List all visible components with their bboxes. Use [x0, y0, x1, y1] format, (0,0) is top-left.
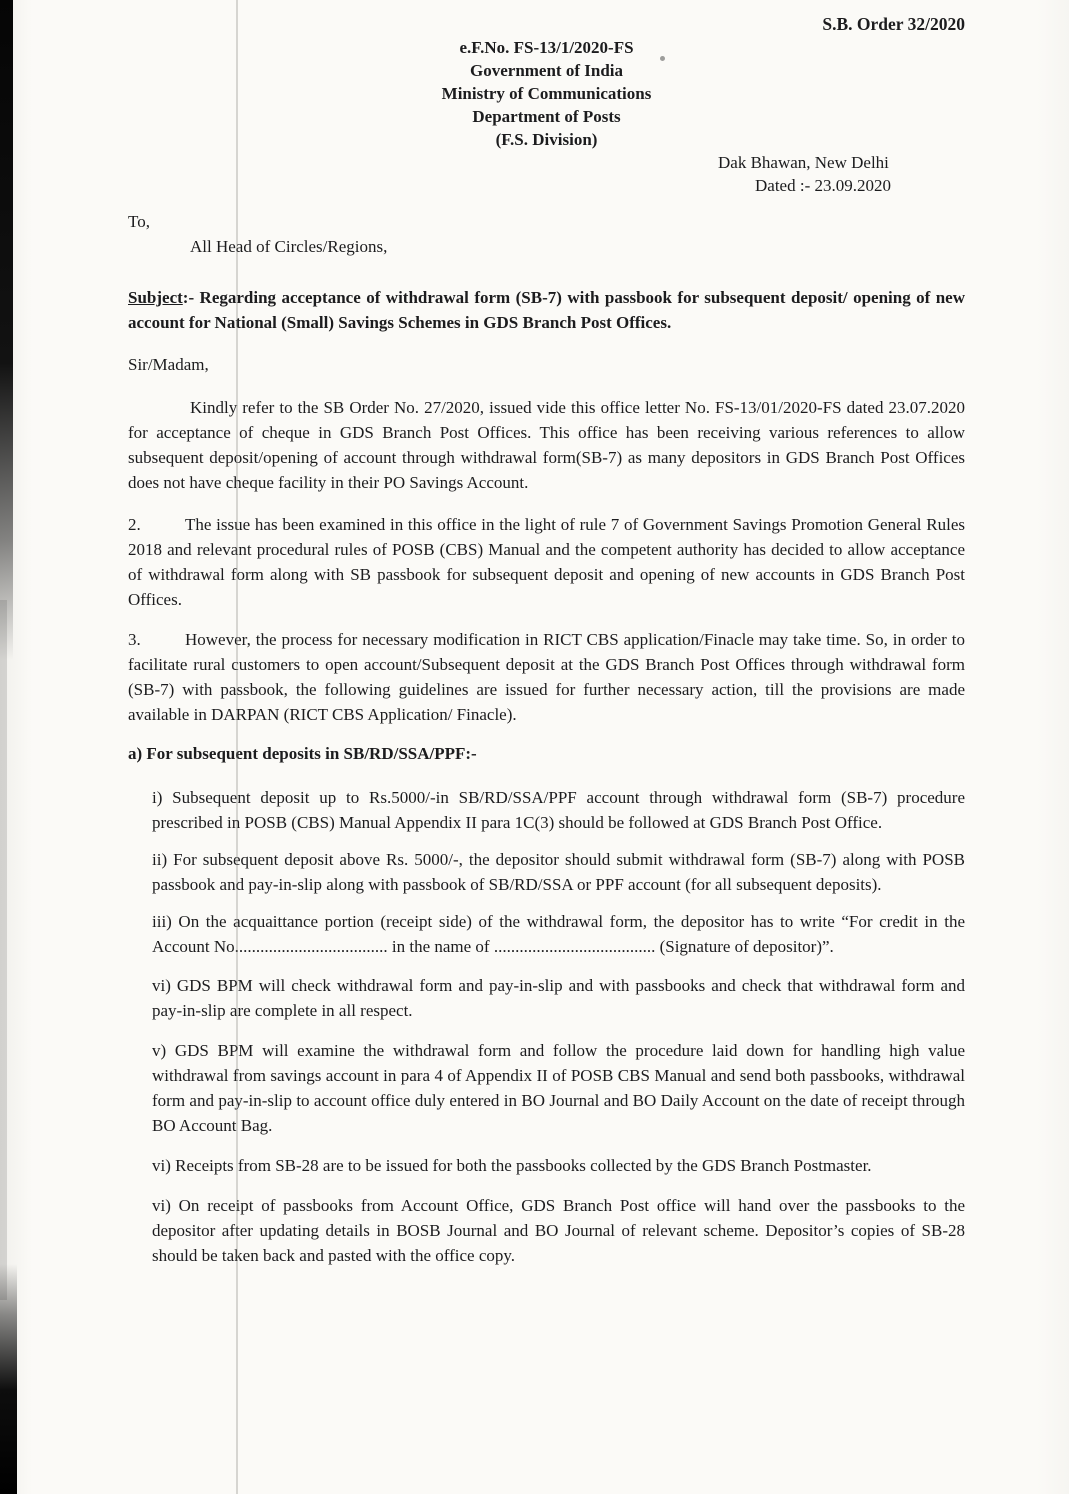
- subject-text: :- Regarding acceptance of withdrawal form (SB-7) with passbook for subsequent deposit/ opening of new account for National (Small) Savings Schemes in GDS Branch Post Offices.: [128, 288, 965, 332]
- list-item-iii: iii) On the acquaittance portion (receipt side) of the withdrawal form, the depositor has to write “For credit in the Account No.................................... in the name of ...................................... (Signature of depositor)”.: [152, 912, 965, 956]
- section-a-heading: a) For subsequent deposits in SB/RD/SSA/PPF:-: [128, 744, 477, 763]
- list-item-v: v) GDS BPM will examine the withdrawal form and follow the procedure laid down for handling high value withdrawal from savings account in para 4 of Appendix II of POSB CBS Manual and send both passbooks, withdrawal form and pay-in-slip to account office duly entered in BO Journal and BO Daily Account on the date of receipt through BO Account Bag.: [152, 1041, 965, 1135]
- list-item-iv: vi) GDS BPM will check withdrawal form and pay-in-slip and with passbooks and check that withdrawal form and pay-in-slip are complete in all respect.: [152, 976, 965, 1020]
- sb-order-number: S.B. Order 32/2020: [822, 14, 965, 34]
- paragraph-1: [128, 395, 965, 495]
- date-line: Dated :- 23.09.2020: [755, 176, 891, 195]
- place-line: Dak Bhawan, New Delhi: [718, 153, 889, 172]
- org-line-government: Government of India: [470, 61, 623, 80]
- org-line-division: (F.S. Division): [495, 130, 598, 149]
- to-label: To,: [128, 212, 150, 231]
- list-item-vi: vi) Receipts from SB-28 are to be issued for both the passbooks collected by the GDS Branch Postmaster.: [152, 1156, 872, 1175]
- list-item-ii: ii) For subsequent deposit above Rs. 5000/-, the depositor should submit withdrawal form (SB-7) along with POSB passbook and pay-in-slip along with passbook of SB/RD/SSA or PPF account (for all subsequent deposits).: [152, 850, 965, 894]
- paragraph-1-text: Kindly refer to the SB Order No. 27/2020, issued vide this office letter No. FS-13/01/2020-FS dated 23.07.2020 for acceptance of cheque in GDS Branch Post Offices. This office has been receiving various references to allow subsequent deposit/opening of account through withdrawal form(SB-7) as many depositors in GDS Branch Post Offices does not have cheque facility in their PO Savings Account.: [128, 398, 965, 492]
- addressee: All Head of Circles/Regions,: [190, 237, 388, 256]
- salutation: Sir/Madam,: [128, 355, 209, 374]
- paragraph-2: [128, 512, 965, 612]
- letterhead: [128, 36, 965, 151]
- scan-edge-artifact-middle: [0, 600, 7, 1300]
- place-date-block: [128, 151, 965, 197]
- paragraph-2-text: The issue has been examined in this office in the light of rule 7 of Government Savings Promotion General Rules 2018 and relevant procedural rules of POSB (CBS) Manual and the competent authority has decided to allow acceptance of withdrawal form along with SB passbook for subsequent deposit and opening of new accounts in GDS Branch Post Offices.: [128, 515, 965, 609]
- scan-edge-artifact-bottom: [0, 1264, 17, 1494]
- paragraph-3: [128, 627, 965, 727]
- org-line-department: Department of Posts: [472, 107, 621, 126]
- list-item-i: i) Subsequent deposit up to Rs.5000/-in SB/RD/SSA/PPF account through withdrawal form (SB-7) procedure prescribed in POSB (CBS) Manual Appendix II para 1C(3) should be followed at GDS Branch Post Office.: [152, 788, 965, 832]
- paragraph-3-number: 3.: [128, 630, 141, 649]
- file-number: e.F.No. FS-13/1/2020-FS: [459, 38, 634, 57]
- list-item-vii: vi) On receipt of passbooks from Account Office, GDS Branch Post office will hand over the passbooks to the depositor after updating details in BOSB Journal and BO Journal of relevant scheme. Depositor’s copies of SB-28 should be taken back and pasted with the office copy.: [152, 1196, 965, 1265]
- org-line-ministry: Ministry of Communications: [441, 84, 652, 103]
- subject-label: Subject: [128, 288, 183, 307]
- scan-edge-artifact-top: [0, 0, 13, 660]
- paragraph-2-number: 2.: [128, 515, 141, 534]
- paragraph-3-text: However, the process for necessary modification in RICT CBS application/Finacle may take time. So, in order to facilitate rural customers to open account/Subsequent deposit at the GDS Branch Post Offices through withdrawal form (SB-7) with passbook, the following guidelines are issued for further necessary action, till the provisions are made available in DARPAN (RICT CBS Application/ Finacle).: [128, 630, 965, 724]
- subject-line: [128, 285, 965, 335]
